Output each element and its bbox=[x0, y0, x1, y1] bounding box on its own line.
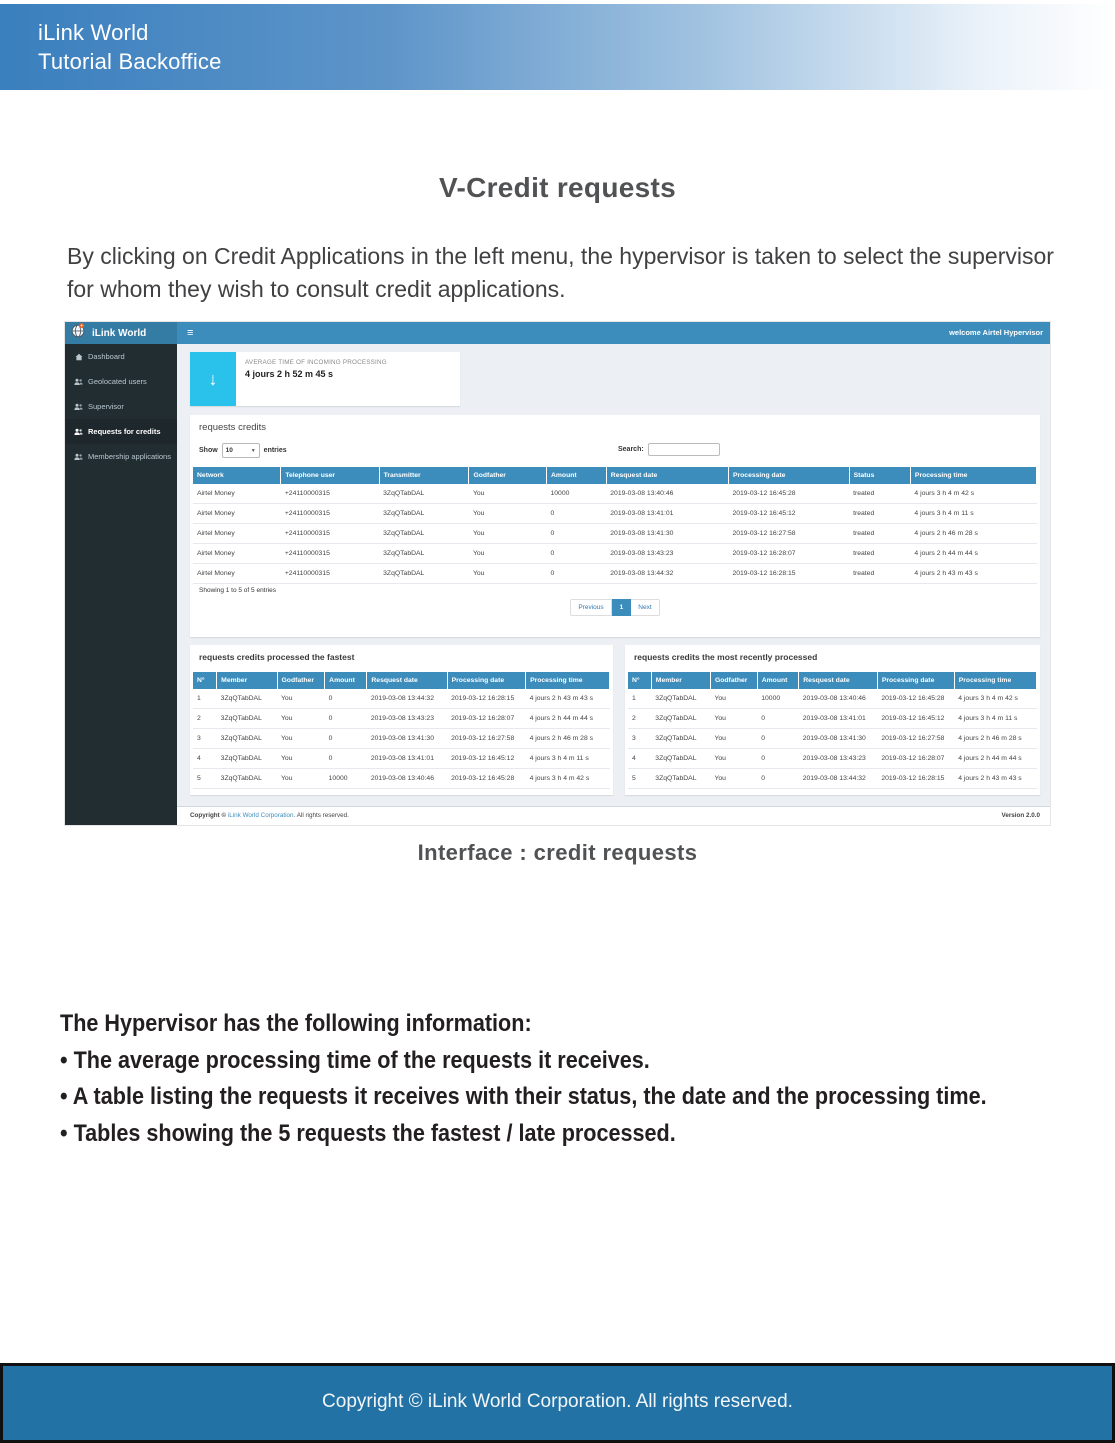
column-header[interactable]: Amount bbox=[325, 672, 367, 689]
table-cell: 3ZqQTabDAL bbox=[217, 729, 277, 749]
app-version: Version 2.0.0 bbox=[1001, 812, 1040, 819]
panel-title: requests credits the most recently processed bbox=[634, 652, 818, 662]
chevron-down-icon: ▼ bbox=[250, 447, 256, 454]
table-cell: +24110000315 bbox=[281, 484, 379, 504]
sidebar-item-label: Supervisor bbox=[88, 402, 124, 411]
table-row bbox=[193, 504, 1037, 524]
table-row bbox=[193, 484, 1037, 504]
column-header[interactable]: Godfather bbox=[710, 672, 757, 689]
table-cell: 2019-03-12 16:28:07 bbox=[447, 709, 525, 729]
table-cell: You bbox=[277, 729, 325, 749]
table-cell: 2019-03-12 16:45:12 bbox=[447, 749, 525, 769]
table-cell: You bbox=[710, 749, 757, 769]
column-header[interactable]: Amount bbox=[546, 467, 606, 484]
table-cell: You bbox=[277, 769, 325, 789]
table-cell: 4 bbox=[193, 749, 217, 769]
table-cell: Airtel Money bbox=[193, 524, 281, 544]
table-cell: You bbox=[710, 729, 757, 749]
app-logo-icon bbox=[71, 323, 86, 343]
fastest-requests-table bbox=[193, 672, 610, 789]
table-header-row bbox=[628, 672, 1037, 689]
table-cell: 4 jours 3 h 4 m 42 s bbox=[954, 689, 1036, 709]
column-header[interactable]: Processing time bbox=[526, 672, 610, 689]
users-icon bbox=[74, 453, 83, 461]
table-cell: treated bbox=[849, 564, 910, 584]
table-cell: 0 bbox=[325, 729, 367, 749]
menu-toggle-icon[interactable]: ≡ bbox=[187, 327, 194, 339]
document-footer bbox=[0, 1363, 1115, 1443]
column-header[interactable]: Processing date bbox=[728, 467, 849, 484]
table-cell: Airtel Money bbox=[193, 564, 281, 584]
table-cell: Airtel Money bbox=[193, 504, 281, 524]
table-cell: 2019-03-08 13:41:01 bbox=[799, 709, 878, 729]
table-cell: +24110000315 bbox=[281, 524, 379, 544]
users-icon bbox=[74, 428, 83, 436]
home-icon bbox=[74, 353, 83, 361]
app-footer bbox=[177, 806, 1050, 825]
table-cell: 3ZqQTabDAL bbox=[379, 504, 469, 524]
column-header[interactable]: Godfather bbox=[277, 672, 325, 689]
stat-label: AVERAGE TIME OF INCOMING PROCESSING bbox=[245, 359, 387, 366]
table-cell: 0 bbox=[546, 564, 606, 584]
intro-paragraph: By clicking on Credit Applications in the left menu, the hypervisor is taken to select the supervisor for whom they wish to consult credit applications. bbox=[67, 243, 1054, 302]
table-cell: 2019-03-08 13:43:23 bbox=[606, 544, 728, 564]
sidebar-item-label: Geolocated users bbox=[88, 377, 147, 386]
show-label: Show bbox=[199, 447, 218, 454]
table-cell: 3ZqQTabDAL bbox=[651, 709, 710, 729]
table-cell: 4 jours 2 h 44 m 44 s bbox=[526, 709, 610, 729]
table-cell: 2019-03-12 16:45:28 bbox=[877, 689, 954, 709]
table-cell: You bbox=[710, 709, 757, 729]
app-copyright-prefix: Copyright © bbox=[190, 812, 228, 819]
table-cell: 4 jours 2 h 46 m 28 s bbox=[910, 524, 1036, 544]
table-cell: 2019-03-08 13:41:30 bbox=[367, 729, 447, 749]
table-cell: 4 jours 3 h 4 m 11 s bbox=[954, 709, 1036, 729]
table-cell: 4 jours 3 h 4 m 42 s bbox=[910, 484, 1036, 504]
table-cell: 0 bbox=[757, 709, 798, 729]
table-cell: You bbox=[710, 689, 757, 709]
table-cell: treated bbox=[849, 484, 910, 504]
header-line-2: Tutorial Backoffice bbox=[38, 49, 222, 74]
table-cell: 3ZqQTabDAL bbox=[379, 564, 469, 584]
table-cell: 0 bbox=[757, 769, 798, 789]
recent-requests-table bbox=[628, 672, 1037, 789]
users-icon bbox=[74, 403, 83, 411]
app-content bbox=[177, 344, 1050, 825]
table-cell: treated bbox=[849, 524, 910, 544]
table-cell: 2019-03-12 16:28:07 bbox=[877, 749, 954, 769]
table-cell: 2019-03-12 16:27:58 bbox=[728, 524, 849, 544]
next-page-button[interactable]: Next bbox=[631, 599, 659, 616]
table-cell: 3ZqQTabDAL bbox=[217, 749, 277, 769]
table-header-row bbox=[193, 672, 610, 689]
requests-credits-panel bbox=[190, 415, 1040, 637]
table-cell: 3ZqQTabDAL bbox=[651, 729, 710, 749]
app-brand[interactable] bbox=[65, 322, 177, 344]
table-row bbox=[193, 689, 610, 709]
table-cell: 1 bbox=[193, 689, 217, 709]
show-entries-control bbox=[199, 443, 287, 458]
page-title: V-Credit requests bbox=[439, 172, 676, 203]
table-cell: 2019-03-08 13:44:32 bbox=[606, 564, 728, 584]
table-cell: Airtel Money bbox=[193, 544, 281, 564]
table-cell: You bbox=[277, 749, 325, 769]
table-cell: You bbox=[469, 564, 547, 584]
fastest-requests-panel bbox=[190, 645, 613, 795]
column-header[interactable]: Processing time bbox=[910, 467, 1036, 484]
table-cell: 2019-03-12 16:45:28 bbox=[447, 769, 525, 789]
app-copyright-suffix: . All rights reserved. bbox=[293, 812, 349, 819]
table-cell: +24110000315 bbox=[281, 544, 379, 564]
column-header[interactable]: N° bbox=[628, 672, 651, 689]
table-cell: 4 jours 2 h 46 m 28 s bbox=[526, 729, 610, 749]
sidebar-item-supervisor[interactable] bbox=[65, 394, 177, 419]
column-header[interactable]: Member bbox=[217, 672, 277, 689]
table-cell: 0 bbox=[325, 709, 367, 729]
table-cell: 5 bbox=[628, 769, 651, 789]
table-cell: 4 bbox=[628, 749, 651, 769]
column-header[interactable]: Transmitter bbox=[379, 467, 469, 484]
sidebar-item-geolocated-users[interactable] bbox=[65, 369, 177, 394]
column-header[interactable]: Processing date bbox=[877, 672, 954, 689]
table-cell: 0 bbox=[325, 689, 367, 709]
table-cell: 2019-03-12 16:28:15 bbox=[728, 564, 849, 584]
backoffice-screenshot bbox=[65, 322, 1050, 825]
figure-caption: Interface : credit requests bbox=[417, 840, 698, 865]
column-header[interactable]: Processing date bbox=[447, 672, 525, 689]
table-cell: 2019-03-12 16:27:58 bbox=[877, 729, 954, 749]
average-time-stat-box bbox=[190, 352, 460, 406]
table-header-row bbox=[193, 467, 1037, 484]
table-cell: Airtel Money bbox=[193, 484, 281, 504]
info-bullet: • A table listing the requests it receives with their status, the date and the processing time. bbox=[60, 1083, 987, 1110]
column-header[interactable]: Resquest date bbox=[367, 672, 447, 689]
column-header[interactable]: Member bbox=[651, 672, 710, 689]
table-cell: You bbox=[710, 769, 757, 789]
table-cell: You bbox=[277, 709, 325, 729]
table-cell: 3ZqQTabDAL bbox=[217, 709, 277, 729]
column-header[interactable]: Processing time bbox=[954, 672, 1036, 689]
table-row bbox=[193, 709, 610, 729]
page-size-select[interactable] bbox=[222, 443, 260, 458]
sidebar-item-label: Requests for credits bbox=[88, 427, 161, 436]
table-cell: 2019-03-08 13:44:32 bbox=[799, 769, 878, 789]
page-1-button[interactable]: 1 bbox=[612, 599, 632, 616]
table-row bbox=[193, 524, 1037, 544]
info-list bbox=[60, 1006, 1104, 1152]
previous-page-button[interactable]: Previous bbox=[570, 599, 611, 616]
sidebar-item-label: Dashboard bbox=[88, 352, 125, 361]
table-cell: 3ZqQTabDAL bbox=[651, 769, 710, 789]
requests-credits-table bbox=[193, 467, 1037, 584]
table-cell: 0 bbox=[757, 729, 798, 749]
sidebar-item-requests-for-credits[interactable] bbox=[65, 419, 177, 444]
down-arrow-icon: ↓ bbox=[190, 352, 236, 406]
showing-entries-text: Showing 1 to 5 of 5 entries bbox=[199, 587, 276, 594]
table-cell: 0 bbox=[546, 504, 606, 524]
app-brand-label: iLink World bbox=[92, 327, 147, 339]
table-cell: You bbox=[469, 484, 547, 504]
document-header bbox=[0, 4, 1115, 90]
table-row bbox=[193, 729, 610, 749]
column-header[interactable]: Godfather bbox=[469, 467, 547, 484]
table-cell: 4 jours 2 h 44 m 44 s bbox=[954, 749, 1036, 769]
table-cell: You bbox=[277, 689, 325, 709]
table-cell: 10000 bbox=[757, 689, 798, 709]
users-icon bbox=[74, 378, 83, 386]
table-cell: 4 jours 3 h 4 m 42 s bbox=[526, 769, 610, 789]
table-cell: 2019-03-08 13:41:01 bbox=[606, 504, 728, 524]
table-row bbox=[628, 749, 1037, 769]
table-cell: 3 bbox=[628, 729, 651, 749]
table-row bbox=[628, 709, 1037, 729]
table-cell: You bbox=[469, 504, 547, 524]
table-cell: 4 jours 3 h 4 m 11 s bbox=[526, 749, 610, 769]
table-cell: 2019-03-08 13:41:01 bbox=[367, 749, 447, 769]
table-row bbox=[193, 749, 610, 769]
table-row bbox=[628, 729, 1037, 749]
table-cell: 2019-03-12 16:28:07 bbox=[728, 544, 849, 564]
search-input[interactable] bbox=[648, 443, 720, 456]
sidebar-item-dashboard[interactable] bbox=[65, 344, 177, 369]
table-cell: 2 bbox=[628, 709, 651, 729]
table-cell: 3ZqQTabDAL bbox=[651, 689, 710, 709]
app-sidebar bbox=[65, 344, 177, 825]
table-row bbox=[193, 769, 610, 789]
table-cell: 0 bbox=[546, 524, 606, 544]
table-cell: 4 jours 3 h 4 m 11 s bbox=[910, 504, 1036, 524]
column-header[interactable]: Telephone user bbox=[281, 467, 379, 484]
panel-title: requests credits bbox=[199, 422, 267, 433]
table-cell: 0 bbox=[546, 544, 606, 564]
column-header[interactable]: Resquest date bbox=[799, 672, 878, 689]
table-cell: 2019-03-12 16:27:58 bbox=[447, 729, 525, 749]
table-cell: You bbox=[469, 524, 547, 544]
column-header[interactable]: Network bbox=[193, 467, 281, 484]
table-cell: 2019-03-12 16:45:12 bbox=[728, 504, 849, 524]
table-cell: 3ZqQTabDAL bbox=[379, 484, 469, 504]
column-header[interactable]: N° bbox=[193, 672, 217, 689]
table-row bbox=[628, 689, 1037, 709]
table-cell: 2019-03-12 16:45:12 bbox=[877, 709, 954, 729]
table-cell: 4 jours 2 h 43 m 43 s bbox=[526, 689, 610, 709]
page-size-value: 10 bbox=[225, 447, 233, 454]
table-cell: 10000 bbox=[325, 769, 367, 789]
table-cell: 1 bbox=[628, 689, 651, 709]
table-cell: 3ZqQTabDAL bbox=[651, 749, 710, 769]
info-bullet: • The average processing time of the requests it receives. bbox=[60, 1046, 650, 1074]
welcome-user-link[interactable]: welcome Airtel Hypervisor bbox=[949, 328, 1043, 337]
info-intro: The Hypervisor has the following information: bbox=[60, 1010, 532, 1037]
table-cell: treated bbox=[849, 544, 910, 564]
recent-requests-panel bbox=[625, 645, 1040, 795]
table-cell: You bbox=[469, 544, 547, 564]
search-label: Search: bbox=[618, 446, 644, 453]
table-cell: 2019-03-08 13:43:23 bbox=[799, 749, 878, 769]
panel-title: requests credits processed the fastest bbox=[199, 652, 355, 662]
table-row bbox=[193, 544, 1037, 564]
table-cell: 4 jours 2 h 46 m 28 s bbox=[954, 729, 1036, 749]
sidebar-item-membership-applications[interactable] bbox=[65, 444, 177, 469]
search-control bbox=[618, 443, 720, 456]
column-header[interactable]: Resquest date bbox=[606, 467, 728, 484]
table-cell: 2019-03-08 13:41:30 bbox=[799, 729, 878, 749]
table-cell: 2019-03-12 16:45:28 bbox=[728, 484, 849, 504]
table-cell: 0 bbox=[325, 749, 367, 769]
company-link[interactable]: iLink World Corporation bbox=[227, 812, 294, 819]
entries-label: entries bbox=[263, 447, 287, 454]
table-cell: 3ZqQTabDAL bbox=[379, 544, 469, 564]
table-cell: 3ZqQTabDAL bbox=[217, 769, 277, 789]
table-cell: 3ZqQTabDAL bbox=[379, 524, 469, 544]
document-footer-text: Copyright © iLink World Corporation. All rights reserved. bbox=[322, 1391, 793, 1412]
table-cell: 0 bbox=[757, 749, 798, 769]
table-cell: 2 bbox=[193, 709, 217, 729]
table-cell: 2019-03-12 16:28:15 bbox=[447, 689, 525, 709]
table-cell: +24110000315 bbox=[281, 564, 379, 584]
table-cell: +24110000315 bbox=[281, 504, 379, 524]
app-navbar bbox=[65, 322, 1050, 344]
table-cell: 2019-03-08 13:40:46 bbox=[799, 689, 878, 709]
table-cell: 4 jours 2 h 43 m 43 s bbox=[910, 564, 1036, 584]
column-header[interactable]: Status bbox=[849, 467, 910, 484]
table-cell: 5 bbox=[193, 769, 217, 789]
table-cell: 4 jours 2 h 43 m 43 s bbox=[954, 769, 1036, 789]
table-cell: 2019-03-12 16:28:15 bbox=[877, 769, 954, 789]
table-cell: 2019-03-08 13:40:46 bbox=[367, 769, 447, 789]
table-cell: 2019-03-08 13:40:46 bbox=[606, 484, 728, 504]
table-cell: 3 bbox=[193, 729, 217, 749]
table-cell: 4 jours 2 h 44 m 44 s bbox=[910, 544, 1036, 564]
table-cell: 10000 bbox=[546, 484, 606, 504]
table-row bbox=[193, 564, 1037, 584]
column-header[interactable]: Amount bbox=[757, 672, 798, 689]
table-row bbox=[628, 769, 1037, 789]
pagination bbox=[190, 599, 1040, 616]
table-cell: treated bbox=[849, 504, 910, 524]
table-cell: 2019-03-08 13:41:30 bbox=[606, 524, 728, 544]
sidebar-item-label: Membership applications bbox=[88, 452, 171, 461]
table-cell: 2019-03-08 13:44:32 bbox=[367, 689, 447, 709]
stat-value: 4 jours 2 h 52 m 45 s bbox=[245, 369, 334, 379]
table-cell: 3ZqQTabDAL bbox=[217, 689, 277, 709]
info-bullet: • Tables showing the 5 requests the fastest / late processed. bbox=[60, 1119, 676, 1147]
table-cell: 2019-03-08 13:43:23 bbox=[367, 709, 447, 729]
header-line-1: iLink World bbox=[38, 20, 149, 45]
